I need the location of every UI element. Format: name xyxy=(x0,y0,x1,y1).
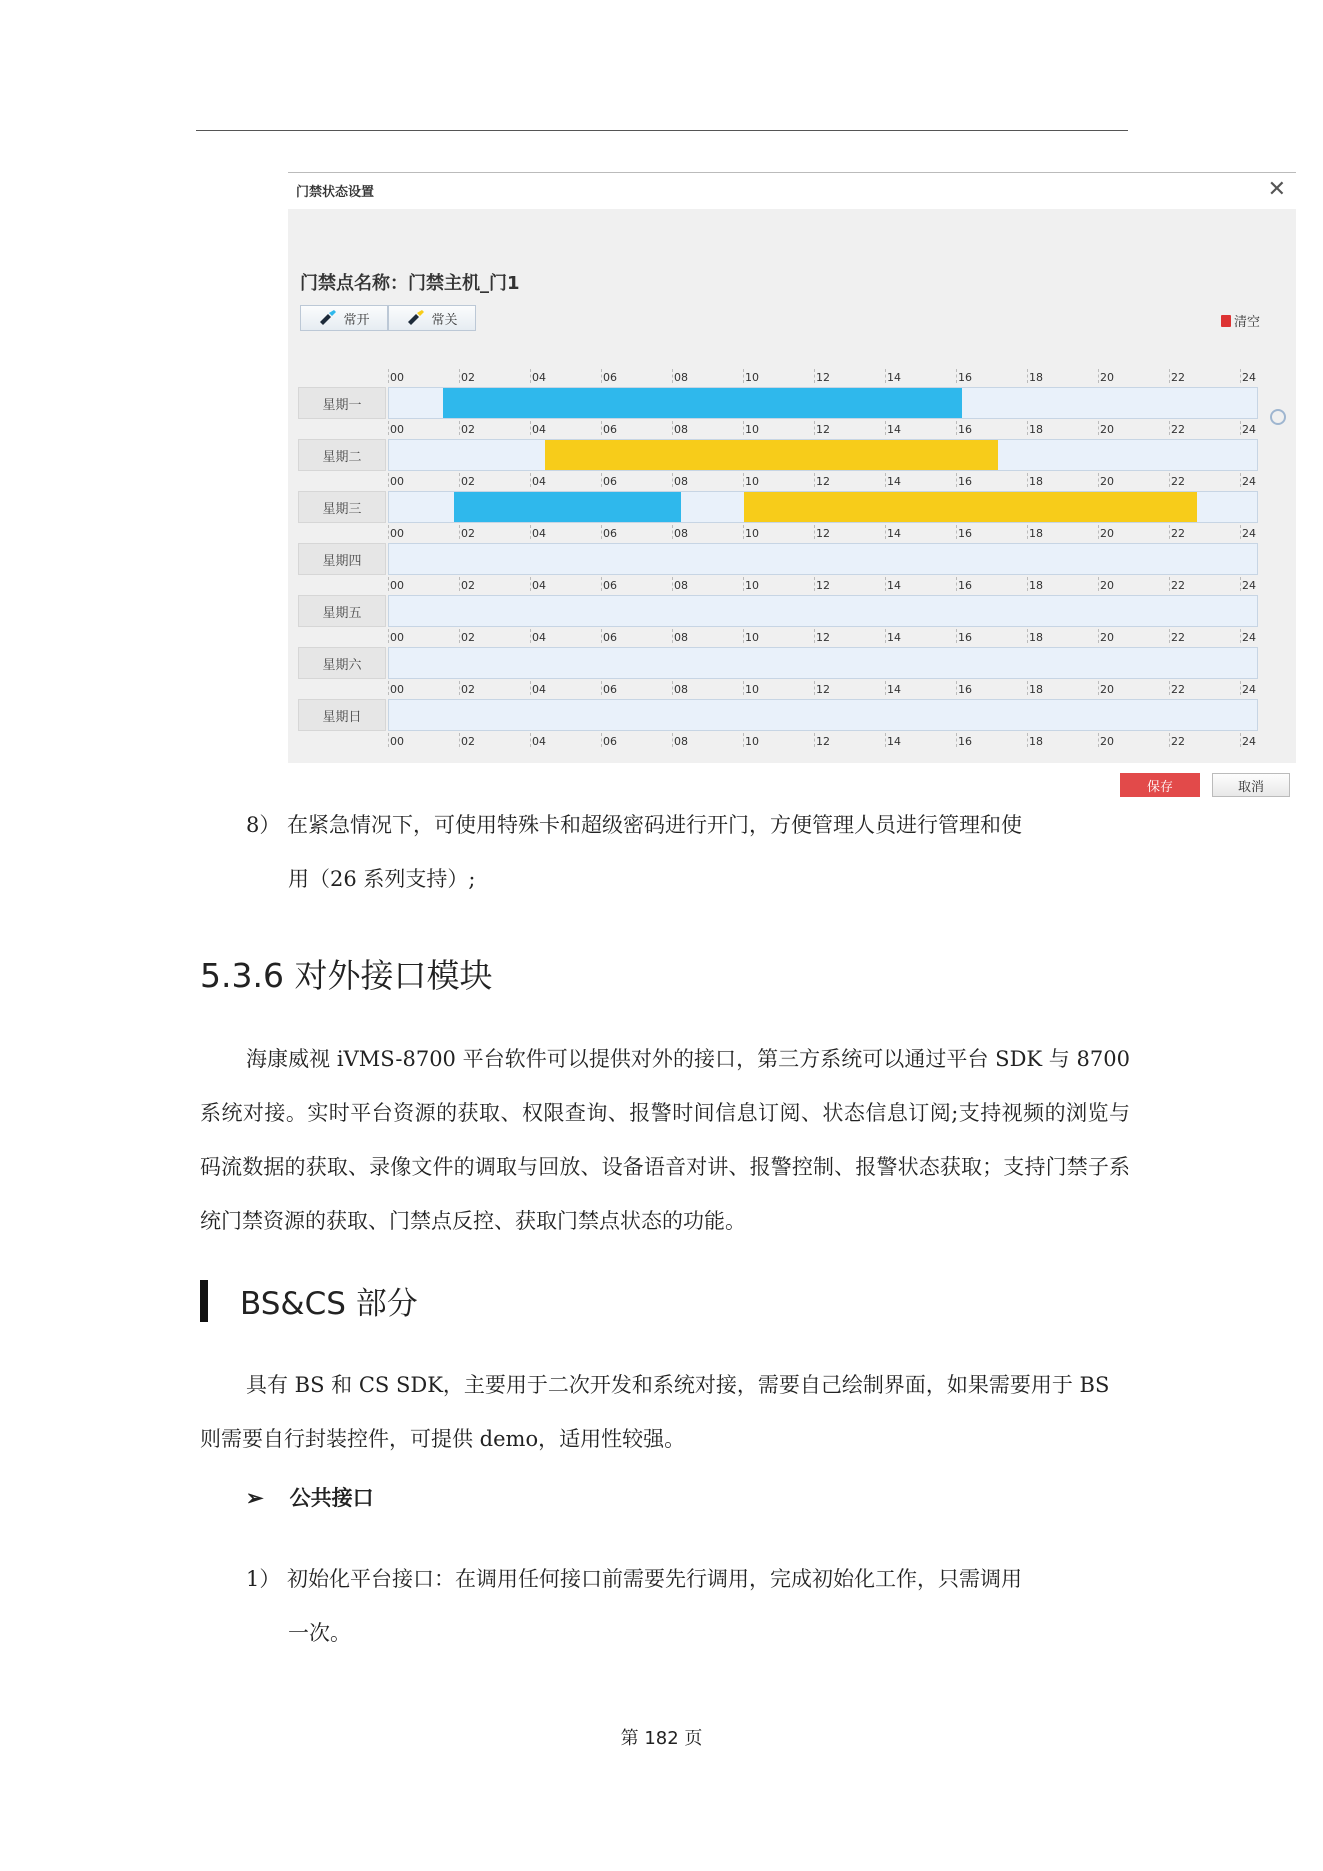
hour-scale xyxy=(388,525,1258,541)
day-label: 星期四 xyxy=(298,543,386,575)
hour-tick-label: 22 xyxy=(1171,631,1185,644)
section-body: 海康威视 iVMS-8700 平台软件可以提供对外的接口，第三方系统可以通过平台 SDK 与 8700 系统对接。实时平台资源的获取、权限查询、报警时间信息订阅、状态信息订阅;支持视频的浏览与码流数据的获取、录像文件的调取与回放、设备语音对讲、报警控制、报警状态获取；支持门禁子系统门禁资源的获取、门禁点反控、获取门禁点状态的功能。 xyxy=(200,1047,1130,1233)
hour-tick-label: 08 xyxy=(674,735,688,748)
hour-tick-label: 06 xyxy=(603,475,617,488)
hour-tick-line xyxy=(885,733,886,747)
hour-tick-label: 08 xyxy=(674,475,688,488)
hour-tick-line xyxy=(601,577,602,591)
hour-tick-label: 24 xyxy=(1242,735,1256,748)
hour-tick-line xyxy=(530,525,531,539)
hour-tick-line xyxy=(885,421,886,435)
hour-scale xyxy=(388,733,1258,749)
schedule-segment-closed[interactable] xyxy=(744,492,1197,522)
item1-line1: 1） 初始化平台接口：在调用任何接口前需要先行调用，完成初始化工作，只需调用 xyxy=(246,1567,1023,1591)
day-track[interactable] xyxy=(388,439,1258,471)
hour-tick-label: 12 xyxy=(816,527,830,540)
hour-tick-line xyxy=(388,421,389,435)
hour-tick-label: 16 xyxy=(958,735,972,748)
hour-tick-label: 12 xyxy=(816,683,830,696)
hour-tick-label: 16 xyxy=(958,475,972,488)
day-track[interactable] xyxy=(388,543,1258,575)
hour-tick-line xyxy=(1098,369,1099,383)
subsection-body: 具有 BS 和 CS SDK，主要用于二次开发和系统对接，需要自己绘制界面，如果需要用于 BS 则需要自行封装控件，可提供 demo，适用性较强。 xyxy=(200,1373,1110,1451)
hour-tick-label: 06 xyxy=(603,631,617,644)
hour-tick-label: 00 xyxy=(390,735,404,748)
hour-tick-label: 04 xyxy=(532,683,546,696)
hour-tick-line xyxy=(885,629,886,643)
dialog-body xyxy=(288,209,1296,795)
hour-tick-line xyxy=(459,681,460,695)
hour-tick-label: 18 xyxy=(1029,735,1043,748)
hour-tick-line xyxy=(530,577,531,591)
day-label: 星期三 xyxy=(298,491,386,523)
hour-tick-label: 22 xyxy=(1171,579,1185,592)
hour-tick-line xyxy=(814,421,815,435)
hour-tick-line xyxy=(1098,681,1099,695)
item8-line1: 8） 在紧急情况下，可使用特殊卡和超级密码进行开门，方便管理人员进行管理和使 xyxy=(246,813,1023,837)
trash-icon xyxy=(1221,315,1231,327)
subsection-title: BS&CS 部分 xyxy=(240,1286,418,1322)
hour-tick-label: 18 xyxy=(1029,475,1043,488)
hour-tick-label: 00 xyxy=(390,475,404,488)
hour-tick-label: 10 xyxy=(745,423,759,436)
hour-tick-line xyxy=(1027,473,1028,487)
clear-label: 清空 xyxy=(1233,315,1260,330)
hour-tick-line xyxy=(743,577,744,591)
close-icon[interactable]: ✕ xyxy=(1267,177,1286,202)
hour-tick-label: 12 xyxy=(816,371,830,384)
day-label: 星期六 xyxy=(298,647,386,679)
hour-tick-label: 00 xyxy=(390,527,404,540)
hour-tick-label: 22 xyxy=(1171,527,1185,540)
hour-tick-label: 10 xyxy=(745,527,759,540)
hour-tick-line xyxy=(1240,577,1241,591)
hour-tick-label: 24 xyxy=(1242,527,1256,540)
hour-tick-line xyxy=(885,525,886,539)
hour-tick-label: 24 xyxy=(1242,423,1256,436)
hour-tick-label: 06 xyxy=(603,579,617,592)
hour-tick-line xyxy=(743,525,744,539)
hour-scale xyxy=(388,681,1258,697)
hour-tick-line xyxy=(956,421,957,435)
hour-tick-label: 04 xyxy=(532,579,546,592)
hour-tick-line xyxy=(885,577,886,591)
hour-tick-label: 06 xyxy=(603,371,617,384)
hour-tick-label: 22 xyxy=(1171,735,1185,748)
hour-tick-line xyxy=(672,473,673,487)
hour-scale xyxy=(388,577,1258,593)
hour-tick-label: 18 xyxy=(1029,527,1043,540)
hour-tick-label: 08 xyxy=(674,631,688,644)
hour-tick-line xyxy=(459,525,460,539)
hour-tick-line xyxy=(743,473,744,487)
hour-tick-line xyxy=(1169,525,1170,539)
hour-tick-label: 12 xyxy=(816,475,830,488)
hour-tick-label: 10 xyxy=(745,631,759,644)
hour-tick-line xyxy=(1169,681,1170,695)
hour-tick-label: 02 xyxy=(461,683,475,696)
hour-tick-label: 22 xyxy=(1171,423,1185,436)
hour-tick-line xyxy=(459,577,460,591)
hour-scale xyxy=(388,369,1258,385)
hour-tick-line xyxy=(672,733,673,747)
brush-icon xyxy=(406,310,426,326)
hour-tick-label: 14 xyxy=(887,735,901,748)
hour-tick-label: 10 xyxy=(745,735,759,748)
hour-tick-label: 22 xyxy=(1171,475,1185,488)
page-number: 第 182 页 xyxy=(620,1728,703,1749)
hour-tick-label: 08 xyxy=(674,371,688,384)
hour-tick-line xyxy=(1027,629,1028,643)
hour-tick-line xyxy=(885,681,886,695)
hour-tick-label: 00 xyxy=(390,371,404,384)
hour-tick-line xyxy=(1240,681,1241,695)
hour-scale xyxy=(388,629,1258,645)
hour-tick-line xyxy=(1098,421,1099,435)
hour-tick-line xyxy=(601,369,602,383)
hour-tick-label: 20 xyxy=(1100,735,1114,748)
hour-tick-label: 16 xyxy=(958,631,972,644)
hour-tick-label: 12 xyxy=(816,579,830,592)
hour-tick-label: 04 xyxy=(532,527,546,540)
bullet-heading xyxy=(246,1482,374,1512)
hour-tick-label: 04 xyxy=(532,371,546,384)
schedule-segment-closed[interactable] xyxy=(545,440,998,470)
hour-tick-line xyxy=(601,733,602,747)
hour-tick-label: 08 xyxy=(674,683,688,696)
hour-tick-line xyxy=(1027,733,1028,747)
hour-tick-line xyxy=(459,369,460,383)
subsection-heading xyxy=(200,1278,418,1323)
hour-tick-line xyxy=(1027,369,1028,383)
day-track[interactable] xyxy=(388,647,1258,679)
hour-tick-line xyxy=(388,681,389,695)
hour-tick-line xyxy=(1027,525,1028,539)
day-track[interactable] xyxy=(388,699,1258,731)
hour-tick-line xyxy=(1240,629,1241,643)
hour-tick-line xyxy=(1098,525,1099,539)
hour-tick-line xyxy=(1169,421,1170,435)
hour-tick-label: 02 xyxy=(461,631,475,644)
hour-tick-label: 16 xyxy=(958,423,972,436)
hour-tick-label: 18 xyxy=(1029,683,1043,696)
day-label: 星期二 xyxy=(298,439,386,471)
hour-tick-label: 24 xyxy=(1242,371,1256,384)
hour-tick-label: 18 xyxy=(1029,579,1043,592)
always-open-button[interactable] xyxy=(300,305,388,331)
hour-tick-label: 12 xyxy=(816,631,830,644)
hour-tick-line xyxy=(1027,577,1028,591)
clear-button[interactable] xyxy=(1221,311,1260,330)
hour-tick-label: 20 xyxy=(1100,423,1114,436)
hour-scale xyxy=(388,421,1258,437)
hour-tick-label: 04 xyxy=(532,735,546,748)
hour-tick-line xyxy=(1240,421,1241,435)
hour-tick-label: 00 xyxy=(390,683,404,696)
hour-tick-label: 22 xyxy=(1171,683,1185,696)
hour-tick-line xyxy=(956,577,957,591)
hour-tick-line xyxy=(885,369,886,383)
hour-tick-line xyxy=(1027,421,1028,435)
item1-line2: 一次。 xyxy=(288,1621,351,1645)
cancel-button[interactable]: 取消 xyxy=(1212,773,1290,797)
bullet-title: 公共接口 xyxy=(289,1485,374,1510)
hour-tick-line xyxy=(1240,525,1241,539)
access-schedule-dialog xyxy=(288,172,1296,795)
hour-tick-label: 20 xyxy=(1100,527,1114,540)
hour-tick-line xyxy=(814,733,815,747)
hour-tick-label: 16 xyxy=(958,683,972,696)
hour-scale xyxy=(388,473,1258,489)
hour-tick-label: 18 xyxy=(1029,631,1043,644)
dialog-title: 门禁状态设置 xyxy=(296,185,375,200)
hour-tick-label: 02 xyxy=(461,423,475,436)
hour-tick-line xyxy=(388,577,389,591)
always-open-label: 常开 xyxy=(343,312,370,328)
hour-tick-line xyxy=(672,681,673,695)
door-name-label: 门禁点名称：门禁主机_门1 xyxy=(300,273,520,294)
hour-tick-line xyxy=(814,369,815,383)
hour-tick-label: 06 xyxy=(603,423,617,436)
item8-line2: 用（26 系列支持）; xyxy=(288,867,476,891)
hour-tick-line xyxy=(743,421,744,435)
weekly-schedule-grid xyxy=(288,369,1296,789)
section-title: 5.3.6 对外接口模块 xyxy=(200,956,493,995)
hour-tick-label: 20 xyxy=(1100,631,1114,644)
hour-tick-label: 14 xyxy=(887,579,901,592)
hour-tick-line xyxy=(530,733,531,747)
hour-tick-line xyxy=(388,473,389,487)
hour-tick-line xyxy=(1098,577,1099,591)
hour-tick-line xyxy=(1169,369,1170,383)
hour-tick-line xyxy=(601,681,602,695)
hour-tick-line xyxy=(956,733,957,747)
hour-tick-label: 02 xyxy=(461,579,475,592)
always-closed-label: 常关 xyxy=(431,312,458,328)
hour-tick-line xyxy=(530,681,531,695)
hour-tick-label: 16 xyxy=(958,527,972,540)
hour-tick-line xyxy=(601,629,602,643)
hour-tick-label: 12 xyxy=(816,423,830,436)
hour-tick-label: 08 xyxy=(674,527,688,540)
hour-tick-line xyxy=(956,473,957,487)
day-label: 星期五 xyxy=(298,595,386,627)
hour-tick-line xyxy=(743,681,744,695)
hour-tick-label: 00 xyxy=(390,631,404,644)
hour-tick-label: 04 xyxy=(532,423,546,436)
hour-tick-label: 14 xyxy=(887,371,901,384)
hour-tick-line xyxy=(1169,629,1170,643)
hour-tick-line xyxy=(601,525,602,539)
hour-tick-line xyxy=(601,421,602,435)
hour-tick-label: 20 xyxy=(1100,683,1114,696)
copy-icon[interactable] xyxy=(1270,409,1286,425)
hour-tick-line xyxy=(530,421,531,435)
hour-tick-line xyxy=(1098,733,1099,747)
hour-tick-line xyxy=(1169,473,1170,487)
hour-tick-label: 02 xyxy=(461,527,475,540)
hour-tick-line xyxy=(672,525,673,539)
hour-tick-line xyxy=(459,733,460,747)
hour-tick-line xyxy=(885,473,886,487)
hour-tick-line xyxy=(1098,629,1099,643)
day-track[interactable] xyxy=(388,595,1258,627)
hour-tick-label: 20 xyxy=(1100,475,1114,488)
hour-tick-line xyxy=(388,629,389,643)
hour-tick-label: 06 xyxy=(603,683,617,696)
brush-icon xyxy=(318,310,338,326)
hour-tick-line xyxy=(530,629,531,643)
hour-tick-label: 10 xyxy=(745,683,759,696)
hour-tick-label: 02 xyxy=(461,475,475,488)
hour-tick-label: 14 xyxy=(887,683,901,696)
hour-tick-line xyxy=(601,473,602,487)
header-rule xyxy=(196,130,1128,131)
hour-tick-line xyxy=(530,369,531,383)
day-label: 星期日 xyxy=(298,699,386,731)
hour-tick-line xyxy=(459,421,460,435)
always-closed-button[interactable] xyxy=(388,305,476,331)
hour-tick-line xyxy=(530,473,531,487)
hour-tick-line xyxy=(956,629,957,643)
hour-tick-label: 14 xyxy=(887,475,901,488)
hour-tick-line xyxy=(459,473,460,487)
hour-tick-label: 20 xyxy=(1100,579,1114,592)
heading-bar xyxy=(200,1280,208,1322)
hour-tick-line xyxy=(743,733,744,747)
hour-tick-line xyxy=(814,525,815,539)
hour-tick-label: 06 xyxy=(603,527,617,540)
day-track[interactable] xyxy=(388,387,1258,419)
hour-tick-label: 00 xyxy=(390,579,404,592)
hour-tick-label: 24 xyxy=(1242,579,1256,592)
hour-tick-label: 24 xyxy=(1242,475,1256,488)
hour-tick-label: 06 xyxy=(603,735,617,748)
hour-tick-label: 02 xyxy=(461,371,475,384)
hour-tick-line xyxy=(672,369,673,383)
hour-tick-label: 20 xyxy=(1100,371,1114,384)
hour-tick-line xyxy=(956,681,957,695)
hour-tick-line xyxy=(388,733,389,747)
hour-tick-label: 18 xyxy=(1029,371,1043,384)
hour-tick-line xyxy=(672,421,673,435)
hour-tick-line xyxy=(814,629,815,643)
day-label: 星期一 xyxy=(298,387,386,419)
hour-tick-label: 10 xyxy=(745,579,759,592)
hour-tick-label: 10 xyxy=(745,475,759,488)
hour-tick-label: 12 xyxy=(816,735,830,748)
hour-tick-label: 18 xyxy=(1029,423,1043,436)
hour-tick-line xyxy=(388,525,389,539)
schedule-segment-open[interactable] xyxy=(443,388,961,418)
hour-tick-line xyxy=(956,369,957,383)
hour-tick-label: 08 xyxy=(674,423,688,436)
hour-tick-line xyxy=(814,681,815,695)
schedule-segment-open[interactable] xyxy=(454,492,681,522)
hour-tick-label: 00 xyxy=(390,423,404,436)
arrow-bullet-icon: ➢ xyxy=(246,1484,264,1510)
hour-tick-label: 24 xyxy=(1242,683,1256,696)
hour-tick-line xyxy=(956,525,957,539)
hour-tick-line xyxy=(1240,369,1241,383)
hour-tick-line xyxy=(814,473,815,487)
save-button[interactable]: 保存 xyxy=(1120,773,1200,797)
hour-tick-line xyxy=(743,369,744,383)
hour-tick-label: 04 xyxy=(532,631,546,644)
hour-tick-label: 22 xyxy=(1171,371,1185,384)
hour-tick-line xyxy=(743,629,744,643)
hour-tick-label: 16 xyxy=(958,371,972,384)
hour-tick-line xyxy=(672,629,673,643)
hour-tick-line xyxy=(1098,473,1099,487)
hour-tick-label: 10 xyxy=(745,371,759,384)
hour-tick-line xyxy=(1169,733,1170,747)
hour-tick-line xyxy=(672,577,673,591)
hour-tick-label: 04 xyxy=(532,475,546,488)
day-track[interactable] xyxy=(388,491,1258,523)
hour-tick-label: 02 xyxy=(461,735,475,748)
hour-tick-line xyxy=(1169,577,1170,591)
hour-tick-label: 14 xyxy=(887,631,901,644)
hour-tick-label: 08 xyxy=(674,579,688,592)
hour-tick-line xyxy=(1240,733,1241,747)
hour-tick-line xyxy=(1027,681,1028,695)
hour-tick-line xyxy=(459,629,460,643)
hour-tick-label: 14 xyxy=(887,527,901,540)
hour-tick-line xyxy=(814,577,815,591)
hour-tick-label: 16 xyxy=(958,579,972,592)
hour-tick-label: 14 xyxy=(887,423,901,436)
hour-tick-label: 24 xyxy=(1242,631,1256,644)
hour-tick-line xyxy=(1240,473,1241,487)
hour-tick-line xyxy=(388,369,389,383)
